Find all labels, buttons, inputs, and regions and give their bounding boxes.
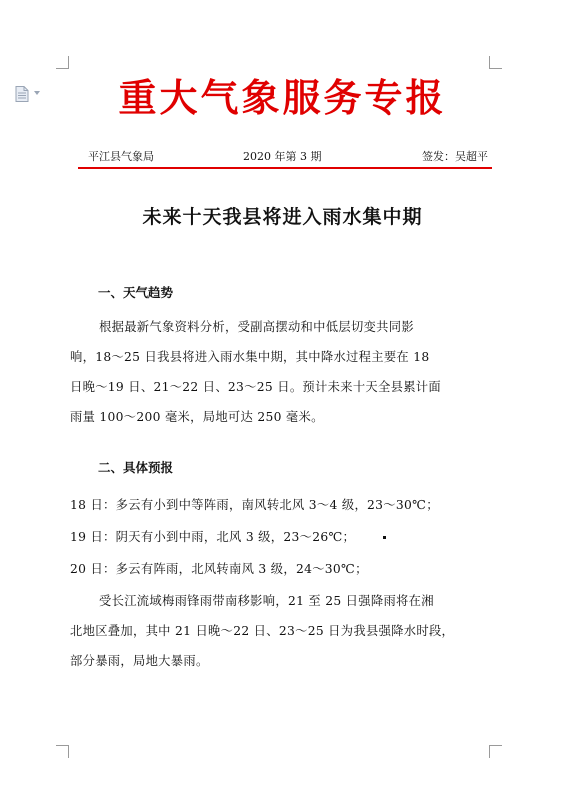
margin-mark-top-left [56, 56, 69, 69]
report-title: 重大气象服务专报 [118, 76, 447, 120]
issuing-organization: 平江县气象局 [88, 150, 154, 163]
document-heading: 未来十天我县将进入雨水集中期 [142, 206, 423, 228]
paragraph-line: 北地区叠加，其中 21 日晚～22 日、23～25 日为我县强降水时段， [70, 624, 455, 638]
forecast-line-20: 20 日：多云有阵雨，北风转南风 3 级，24～30℃； [70, 562, 368, 576]
forecast-text: 19 日：阴天有小到中雨，北风 3 级，23～26℃； [70, 530, 356, 544]
paragraph-mark [383, 536, 386, 539]
margin-mark-bottom-left [56, 745, 69, 758]
paragraph-line: 部分暴雨，局地大暴雨。 [70, 654, 209, 668]
forecast-line-19 [70, 528, 386, 546]
issue-number: 2020 年第 3 期 [243, 150, 322, 163]
header-divider [78, 167, 492, 169]
margin-mark-top-right [489, 56, 502, 69]
section-title-detailed-forecast: 二、具体预报 [98, 460, 174, 475]
paragraph-line: 受长江流域梅雨锋雨带南移影响，21 至 25 日强降雨将在湘 [99, 594, 434, 608]
margin-mark-bottom-right [489, 745, 502, 758]
signer: 签发：吴超平 [422, 150, 488, 163]
paragraph-line: 根据最新气象资料分析，受副高摆动和中低层切变共同影 [99, 320, 414, 334]
paragraph-line: 日晚～19 日、21～22 日、23～25 日。预计未来十天全县累计面 [70, 380, 441, 394]
report-header [78, 148, 488, 166]
paragraph-line: 响，18～25 日我县将进入雨水集中期，其中降水过程主要在 18 [70, 350, 430, 364]
paragraph-line: 雨量 100～200 毫米，局地可达 250 毫米。 [70, 410, 324, 424]
forecast-line-18: 18 日：多云有小到中等阵雨，南风转北风 3～4 级，23～30℃； [70, 498, 439, 512]
section-title-weather-trend: 一、天气趋势 [98, 285, 174, 300]
